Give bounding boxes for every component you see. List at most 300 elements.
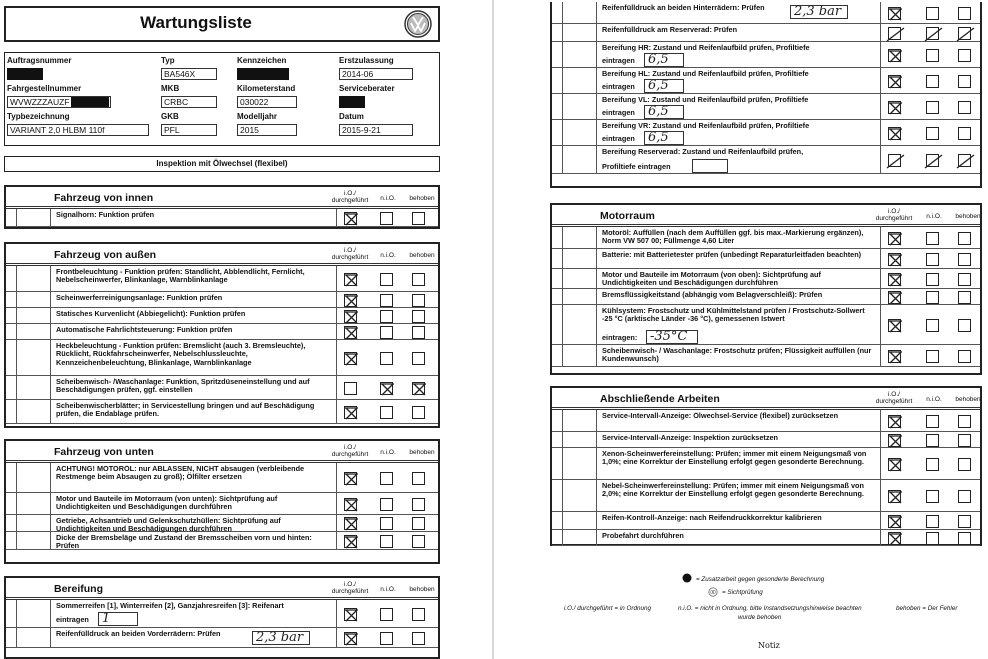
row-divider xyxy=(336,376,337,399)
checkbox-behoben[interactable] xyxy=(958,27,971,40)
checkbox-io[interactable] xyxy=(888,49,901,62)
row-divider xyxy=(596,432,597,447)
row-divider xyxy=(880,345,881,366)
section-abschliessende-arbeiten xyxy=(550,386,982,546)
row-divider xyxy=(562,512,563,529)
row-divider xyxy=(50,376,51,399)
row-divider xyxy=(16,400,17,423)
checklist-item-text: Statisches Kurvenlicht (Abbiegelicht): Funktion prüfen xyxy=(56,310,246,318)
row-divider xyxy=(336,266,337,291)
row-divider xyxy=(562,120,563,145)
checkbox-behoben[interactable] xyxy=(958,75,971,88)
checklist-item-text: Probefahrt durchführen xyxy=(602,532,684,540)
checkbox-nio[interactable] xyxy=(380,212,393,225)
row-divider xyxy=(50,324,51,339)
checkbox-behoben[interactable] xyxy=(958,319,971,332)
checkbox-nio[interactable] xyxy=(926,458,939,471)
vw-logo-icon xyxy=(404,10,432,38)
frostschutz-istwert-field[interactable]: -35°C xyxy=(646,330,698,344)
checkbox-nio[interactable] xyxy=(926,27,939,40)
row-divider xyxy=(16,292,17,307)
row-divider xyxy=(336,324,337,339)
column-header-nio: n.i.O. xyxy=(926,396,942,403)
fin-value: WVWZZZAUZF xyxy=(10,97,70,107)
checkbox-io[interactable] xyxy=(344,310,357,323)
section-title: Motorraum xyxy=(600,210,655,222)
gkb-value: PFL xyxy=(161,124,217,136)
profiltiefe-field[interactable]: 6,5 xyxy=(644,53,684,67)
legend-wurde-behoben: wurde behoben xyxy=(738,614,782,621)
row-divider xyxy=(596,42,597,67)
row-divider xyxy=(336,400,337,423)
notiz-label: Notiz xyxy=(758,641,780,650)
row-divider xyxy=(596,2,597,23)
section-title: Fahrzeug von außen xyxy=(54,249,157,261)
checkbox-io[interactable] xyxy=(888,253,901,266)
column-header-io: i.O./ durchgeführt xyxy=(331,581,369,595)
checkbox-io[interactable] xyxy=(344,352,357,365)
checklist-row xyxy=(552,410,980,432)
row-divider xyxy=(16,463,17,492)
checklist-item-text: Service-Intervall-Anzeige: Ölwechsel-Service (flexibel) zurücksetzen xyxy=(602,412,839,420)
row-divider xyxy=(336,493,337,514)
modelljahr-label: Modelljahr xyxy=(237,112,278,121)
row-divider xyxy=(880,24,881,41)
checklist-item-text: Reifenfülldruck an beiden Hinterrädern: Prüfen xyxy=(602,4,765,12)
checkbox-io[interactable] xyxy=(344,382,357,395)
checkbox-nio[interactable] xyxy=(380,608,393,621)
checkbox-behoben[interactable] xyxy=(412,273,425,286)
profiltiefe-field[interactable]: 6,5 xyxy=(644,105,684,119)
checkbox-nio[interactable] xyxy=(926,490,939,503)
row-divider xyxy=(596,512,597,529)
checkbox-behoben[interactable] xyxy=(958,434,971,447)
checkbox-behoben[interactable] xyxy=(412,310,425,323)
checkbox-io[interactable] xyxy=(344,212,357,225)
left-page xyxy=(0,0,470,659)
checkbox-behoben[interactable] xyxy=(958,232,971,245)
checkbox-io[interactable] xyxy=(888,127,901,140)
kennzeichen-label: Kennzeichen xyxy=(237,56,287,65)
checklist-row xyxy=(552,289,980,305)
checkbox-behoben[interactable] xyxy=(412,535,425,548)
checkbox-behoben[interactable] xyxy=(958,415,971,428)
checkbox-behoben[interactable] xyxy=(412,406,425,419)
checkbox-nio[interactable] xyxy=(380,632,393,645)
row-divider xyxy=(880,94,881,119)
checkbox-behoben[interactable] xyxy=(958,532,971,545)
checkbox-behoben[interactable] xyxy=(958,273,971,286)
row-divider xyxy=(16,308,17,323)
checkbox-io[interactable] xyxy=(888,75,901,88)
title-box xyxy=(4,6,440,42)
checklist-row xyxy=(552,42,980,68)
checkbox-behoben[interactable] xyxy=(412,212,425,225)
reifendruck-hinten-field[interactable]: 2,3 bar xyxy=(790,5,848,19)
checklist-row xyxy=(6,340,438,376)
checklist-item-text: Motor und Bauteile im Motorraum (von unten): Sichtprüfung auf Undichtigkeiten und Beschädigungen durchführen xyxy=(56,495,278,512)
column-header-nio: n.i.O. xyxy=(926,213,942,220)
checkbox-io[interactable] xyxy=(888,490,901,503)
checkbox-behoben[interactable] xyxy=(412,352,425,365)
page-title: Wartungsliste xyxy=(140,13,252,32)
checklist-item-text: Bereifung Reserverad: Zustand und Reifenlaufbild prüfen, xyxy=(602,148,804,156)
typbez-label: Typbezeichnung xyxy=(7,112,70,121)
checkbox-io[interactable] xyxy=(888,154,901,167)
erstzulassung-label: Erstzulassung xyxy=(339,56,394,65)
column-header-nio: n.i.O. xyxy=(380,252,396,259)
checklist-item-text: Scheinwerferreinigungsanlage: Funktion prüfen xyxy=(56,294,223,302)
checklist-row xyxy=(6,463,438,493)
section-header xyxy=(6,578,438,600)
checkbox-nio[interactable] xyxy=(926,434,939,447)
checkbox-behoben[interactable] xyxy=(412,517,425,530)
row-divider xyxy=(596,530,597,545)
checkbox-io[interactable] xyxy=(888,458,901,471)
profiltiefe-field[interactable]: 6,5 xyxy=(644,79,684,93)
eintragen-label: eintragen xyxy=(602,109,635,117)
row-divider xyxy=(562,289,563,304)
checkbox-io[interactable] xyxy=(888,434,901,447)
checkbox-nio[interactable] xyxy=(926,154,939,167)
row-divider xyxy=(596,249,597,268)
modelljahr-value: 2015 xyxy=(237,124,297,136)
checklist-item-text: Signalhorn: Funktion prüfen xyxy=(56,211,155,219)
checkbox-nio[interactable] xyxy=(926,253,939,266)
checkbox-behoben[interactable] xyxy=(958,49,971,62)
checkbox-io[interactable] xyxy=(888,515,901,528)
row-divider xyxy=(50,532,51,549)
checkbox-nio[interactable] xyxy=(926,232,939,245)
row-divider xyxy=(596,94,597,119)
checkbox-nio[interactable] xyxy=(926,415,939,428)
column-header-behoben: behoben xyxy=(955,213,981,220)
checklist-row xyxy=(552,305,980,345)
checklist-row xyxy=(552,227,980,249)
checklist-row xyxy=(552,94,980,120)
row-divider xyxy=(562,305,563,344)
checkbox-io[interactable] xyxy=(888,7,901,20)
eintragen-label: eintragen xyxy=(602,83,635,91)
checkbox-nio[interactable] xyxy=(926,273,939,286)
row-divider xyxy=(16,493,17,514)
section-bereifung-continued xyxy=(550,2,982,188)
row-divider xyxy=(562,94,563,119)
checkbox-io[interactable] xyxy=(888,27,901,40)
row-divider xyxy=(596,305,597,344)
checklist-item-text: Kühlsystem: Frostschutz und Kühlmittelstand prüfen / Frostschutz-Sollwert -25 °C (arktische Länder -36 °C), gemessenen Istwert xyxy=(602,307,865,324)
checklist-item-text: Dicke der Bremsbeläge und Zustand der Bremsscheiben vorn und hinten: Prüfen xyxy=(56,534,312,551)
row-divider xyxy=(562,2,563,23)
checkbox-behoben[interactable] xyxy=(412,498,425,511)
reifenart-field[interactable]: 1 xyxy=(98,612,138,626)
mkb-value: CRBC xyxy=(161,96,217,108)
row-divider xyxy=(562,480,563,511)
row-divider xyxy=(16,515,17,531)
section-title: Fahrzeug von unten xyxy=(54,446,154,458)
checklist-item-text: Frontbeleuchtung - Funktion prüfen: Standlicht, Abblendlicht, Fernlicht, Nebelscheinwerfer, Blinkanlage, Warnblinkanlage xyxy=(56,268,305,285)
row-divider xyxy=(596,448,597,479)
legend-nio: n.i.O. = nicht in Ordnung, bitte Instandsetzungshinweise beachten xyxy=(678,605,862,612)
checkbox-nio[interactable] xyxy=(926,515,939,528)
checkbox-behoben[interactable] xyxy=(412,472,425,485)
checkbox-nio[interactable] xyxy=(380,406,393,419)
section-fahrzeug-innen xyxy=(4,185,440,229)
checkbox-io[interactable] xyxy=(344,406,357,419)
checklist-item-text: Bereifung HL: Zustand und Reifenlaufbild prüfen, Profiltiefe xyxy=(602,70,809,78)
row-divider xyxy=(562,249,563,268)
km-label: Kilometerstand xyxy=(237,84,296,93)
right-page xyxy=(500,0,988,659)
checkbox-io[interactable] xyxy=(888,291,901,304)
typ-value: BA546X xyxy=(161,68,217,80)
fin-field xyxy=(7,96,111,108)
checkbox-io[interactable] xyxy=(888,350,901,363)
checklist-item-text: Motor und Bauteile im Motorraum (von oben): Sichtprüfung auf Undichtigkeiten und Beschädigungen durchführen xyxy=(602,271,821,288)
typbez-value: VARIANT 2,0 HLBM 110f xyxy=(7,124,149,136)
auftragsnummer-label: Auftragsnummer xyxy=(7,56,72,65)
checklist-item-text: Heckbeleuchtung - Funktion prüfen: Bremslicht (auch 3. Bremsleuchte), Rücklicht, Rückfahrscheinwerfer, Nebelschlussleuchte, Kennzeichenbeleuchtung, Blinkanlage, Warnblinkanlage xyxy=(56,342,306,367)
row-divider xyxy=(50,308,51,323)
checkbox-behoben[interactable] xyxy=(958,350,971,363)
section-header xyxy=(552,205,980,227)
row-divider xyxy=(596,480,597,511)
column-header-behoben: behoben xyxy=(409,252,435,259)
checklist-item-text: Service-Intervall-Anzeige: Inspektion zurücksetzen xyxy=(602,434,778,442)
row-divider xyxy=(562,345,563,366)
column-header-behoben: behoben xyxy=(955,396,981,403)
checklist-row xyxy=(552,269,980,289)
checkbox-nio[interactable] xyxy=(380,382,393,395)
checklist-row xyxy=(6,532,438,550)
checklist-item-text: Xenon-Scheinwerfereinstellung: Prüfen; immer mit einem Neigungsmaß von 1,0%; eine Korrektur der Einstellung erfolgt gegen gesonderte Berechnung. xyxy=(602,450,867,467)
column-header-io: i.O./ durchgeführt xyxy=(875,208,913,222)
checklist-row xyxy=(6,376,438,400)
checklist-item-text: Sommerreifen [1], Winterreifen [2], Ganzjahresreifen [3]: Reifenart xyxy=(56,602,284,610)
checkbox-nio[interactable] xyxy=(926,7,939,20)
checkbox-io[interactable] xyxy=(344,294,357,307)
checkbox-nio[interactable] xyxy=(926,319,939,332)
row-divider xyxy=(562,410,563,431)
checkbox-behoben[interactable] xyxy=(958,490,971,503)
row-divider xyxy=(16,209,17,226)
row-divider xyxy=(880,432,881,447)
checkbox-behoben[interactable] xyxy=(412,382,425,395)
checklist-row xyxy=(6,515,438,532)
row-divider xyxy=(596,120,597,145)
checklist-row xyxy=(6,308,438,324)
checklist-row xyxy=(552,68,980,94)
row-divider xyxy=(880,305,881,344)
checkbox-nio[interactable] xyxy=(380,498,393,511)
checkbox-nio[interactable] xyxy=(380,273,393,286)
checkbox-behoben[interactable] xyxy=(412,632,425,645)
section-fahrzeug-unten xyxy=(4,439,440,564)
checklist-row xyxy=(552,2,980,24)
column-header-nio: n.i.O. xyxy=(380,586,396,593)
checkbox-behoben[interactable] xyxy=(412,326,425,339)
sichtpruefung-eye-icon xyxy=(708,587,718,597)
checklist-row xyxy=(552,120,980,146)
profiltiefe-field[interactable]: 6,5 xyxy=(644,131,684,145)
row-divider xyxy=(562,24,563,41)
profiltiefe-reserverad-field[interactable] xyxy=(692,159,728,173)
checkbox-io[interactable] xyxy=(344,498,357,511)
checkbox-io[interactable] xyxy=(344,608,357,621)
checkbox-io[interactable] xyxy=(344,535,357,548)
row-divider xyxy=(562,42,563,67)
checkbox-nio[interactable] xyxy=(380,535,393,548)
checklist-row xyxy=(6,400,438,424)
checklist-row xyxy=(552,480,980,512)
zusatzarbeit-dot-icon xyxy=(682,573,692,583)
vehicle-info-block xyxy=(4,52,440,146)
column-header-io: i.O./ durchgeführt xyxy=(875,391,913,405)
checkbox-nio[interactable] xyxy=(926,350,939,363)
checkbox-behoben[interactable] xyxy=(958,291,971,304)
section-header xyxy=(6,187,438,209)
row-divider xyxy=(596,269,597,288)
mkb-label: MKB xyxy=(161,84,180,93)
section-motorraum xyxy=(550,203,982,375)
fin-label: Fahrgestellnummer xyxy=(7,84,82,93)
checkbox-behoben[interactable] xyxy=(958,154,971,167)
row-divider xyxy=(50,400,51,423)
row-divider xyxy=(596,146,597,173)
checkbox-nio[interactable] xyxy=(380,294,393,307)
checklist-item-text: Bereifung VR: Zustand und Reifenlaufbild prüfen, Profiltiefe xyxy=(602,122,810,130)
row-divider xyxy=(880,120,881,145)
eintragen-label: eintragen: xyxy=(602,334,638,342)
column-header-behoben: behoben xyxy=(409,586,435,593)
section-header xyxy=(6,244,438,266)
row-divider xyxy=(50,493,51,514)
checkbox-behoben[interactable] xyxy=(958,101,971,114)
checkbox-nio[interactable] xyxy=(380,310,393,323)
serviceberater-label: Serviceberater xyxy=(339,84,395,93)
checkbox-io[interactable] xyxy=(344,632,357,645)
column-header-nio: n.i.O. xyxy=(380,449,396,456)
checklist-item-text: Reifenfülldruck an beiden Vorderrädern: Prüfen xyxy=(56,630,221,638)
checkbox-nio[interactable] xyxy=(926,127,939,140)
row-divider xyxy=(16,324,17,339)
checklist-row xyxy=(6,493,438,515)
checkbox-nio[interactable] xyxy=(380,517,393,530)
row-divider xyxy=(596,345,597,366)
checkbox-nio[interactable] xyxy=(926,49,939,62)
checkbox-nio[interactable] xyxy=(926,291,939,304)
checkbox-behoben[interactable] xyxy=(958,253,971,266)
checkbox-behoben[interactable] xyxy=(958,127,971,140)
column-header-io: i.O./ durchgeführt xyxy=(331,444,369,458)
datum-label: Datum xyxy=(339,112,364,121)
checkbox-behoben[interactable] xyxy=(958,7,971,20)
row-divider xyxy=(50,266,51,291)
checkbox-io[interactable] xyxy=(888,319,901,332)
column-header-behoben: behoben xyxy=(409,195,435,202)
checklist-item-text: Scheibenwisch- / Waschanlage: Frostschutz prüfen; Flüssigkeit auffüllen (nur Kundenwunsch) xyxy=(602,347,872,364)
row-divider xyxy=(880,227,881,248)
profiltiefe-eintragen-label: Profiltiefe eintragen xyxy=(602,163,671,171)
row-divider xyxy=(16,266,17,291)
inspection-banner: Inspektion mit Ölwechsel (flexibel) xyxy=(4,156,440,172)
checkbox-io[interactable] xyxy=(888,101,901,114)
checkbox-behoben[interactable] xyxy=(412,608,425,621)
checklist-item-text: Reifenfülldruck am Reserverad: Prüfen xyxy=(602,26,738,34)
section-title: Bereifung xyxy=(54,583,104,595)
row-divider xyxy=(16,340,17,375)
checkbox-behoben[interactable] xyxy=(412,294,425,307)
checkbox-io[interactable] xyxy=(888,273,901,286)
checkbox-io[interactable] xyxy=(344,326,357,339)
row-divider xyxy=(562,448,563,479)
row-divider xyxy=(562,146,563,173)
checkbox-io[interactable] xyxy=(344,273,357,286)
row-divider xyxy=(16,376,17,399)
column-header-behoben: behoben xyxy=(409,449,435,456)
row-divider xyxy=(596,289,597,304)
row-divider xyxy=(880,530,881,545)
row-divider xyxy=(562,269,563,288)
checkbox-nio[interactable] xyxy=(926,532,939,545)
checklist-row xyxy=(552,249,980,269)
eintragen-label: eintragen xyxy=(56,616,89,624)
row-divider xyxy=(336,340,337,375)
checkbox-nio[interactable] xyxy=(926,101,939,114)
datum-value: 2015-9-21 xyxy=(339,124,413,136)
checklist-item-text: ACHTUNG! MOTORÖL: nur ABLASSEN, NICHT absaugen (verbleibende Restmenge beim Absaugen zu groß); Ölfilter ersetzen xyxy=(56,465,305,482)
checkbox-io[interactable] xyxy=(888,232,901,245)
checklist-item-text: Nebel-Scheinwerfereinstellung: Prüfen; immer mit einem Neigungsmaß von 2,0%; eine Korrektur der Einstellung erfolgt gegen gesonderte Berechnung. xyxy=(602,482,864,499)
row-divider xyxy=(50,628,51,647)
row-divider xyxy=(880,448,881,479)
checkbox-behoben[interactable] xyxy=(958,458,971,471)
checklist-row xyxy=(552,146,980,174)
row-divider xyxy=(596,68,597,93)
row-divider xyxy=(336,209,337,226)
row-divider xyxy=(16,600,17,627)
row-divider xyxy=(562,227,563,248)
checkbox-nio[interactable] xyxy=(926,75,939,88)
checklist-item-text: Motoröl: Auffüllen (nach dem Auffüllen ggf. bis max.-Markierung ergänzen), Norm VW 507 00; Füllmenge 4,60 Liter xyxy=(602,229,864,246)
checklist-row xyxy=(6,628,438,648)
reifendruck-vorne-field[interactable]: 2,3 bar xyxy=(252,631,310,645)
row-divider xyxy=(336,308,337,323)
checkbox-io[interactable] xyxy=(344,517,357,530)
checklist-item-text: Scheibenwisch- /Waschanlage: Funktion, Spritzdüseneinstellung und auf Beschädigungen prüfen, ggf. einstellen xyxy=(56,378,310,395)
checklist-item-text: Automatische Fahrlichtsteuerung: Funktion prüfen xyxy=(56,326,233,334)
checkbox-io[interactable] xyxy=(344,472,357,485)
checkbox-io[interactable] xyxy=(888,532,901,545)
checkbox-io[interactable] xyxy=(888,415,901,428)
row-divider xyxy=(596,227,597,248)
checklist-row xyxy=(6,209,438,227)
row-divider xyxy=(336,292,337,307)
checkbox-nio[interactable] xyxy=(380,352,393,365)
checklist-item-text: Scheibenwischerblätter; in Servicestellung bringen und auf Beschädigung prüfen, die Endablage prüfen. xyxy=(56,402,315,419)
checklist-item-text: Getriebe, Achsantrieb und Gelenkschutzhüllen: Sichtprüfung auf Undichtigkeiten und Beschädigungen durchführen xyxy=(56,517,281,534)
row-divider xyxy=(562,68,563,93)
checkbox-nio[interactable] xyxy=(380,472,393,485)
legend-zusatzarbeit: = Zusatzarbeit gegen gesonderte Berechnung xyxy=(696,576,825,583)
row-divider xyxy=(50,209,51,226)
checkbox-nio[interactable] xyxy=(380,326,393,339)
checkbox-behoben[interactable] xyxy=(958,515,971,528)
serviceberater-value xyxy=(339,96,365,108)
checklist-row xyxy=(552,530,980,546)
section-fahrzeug-aussen xyxy=(4,242,440,428)
kennzeichen-value xyxy=(237,68,289,80)
